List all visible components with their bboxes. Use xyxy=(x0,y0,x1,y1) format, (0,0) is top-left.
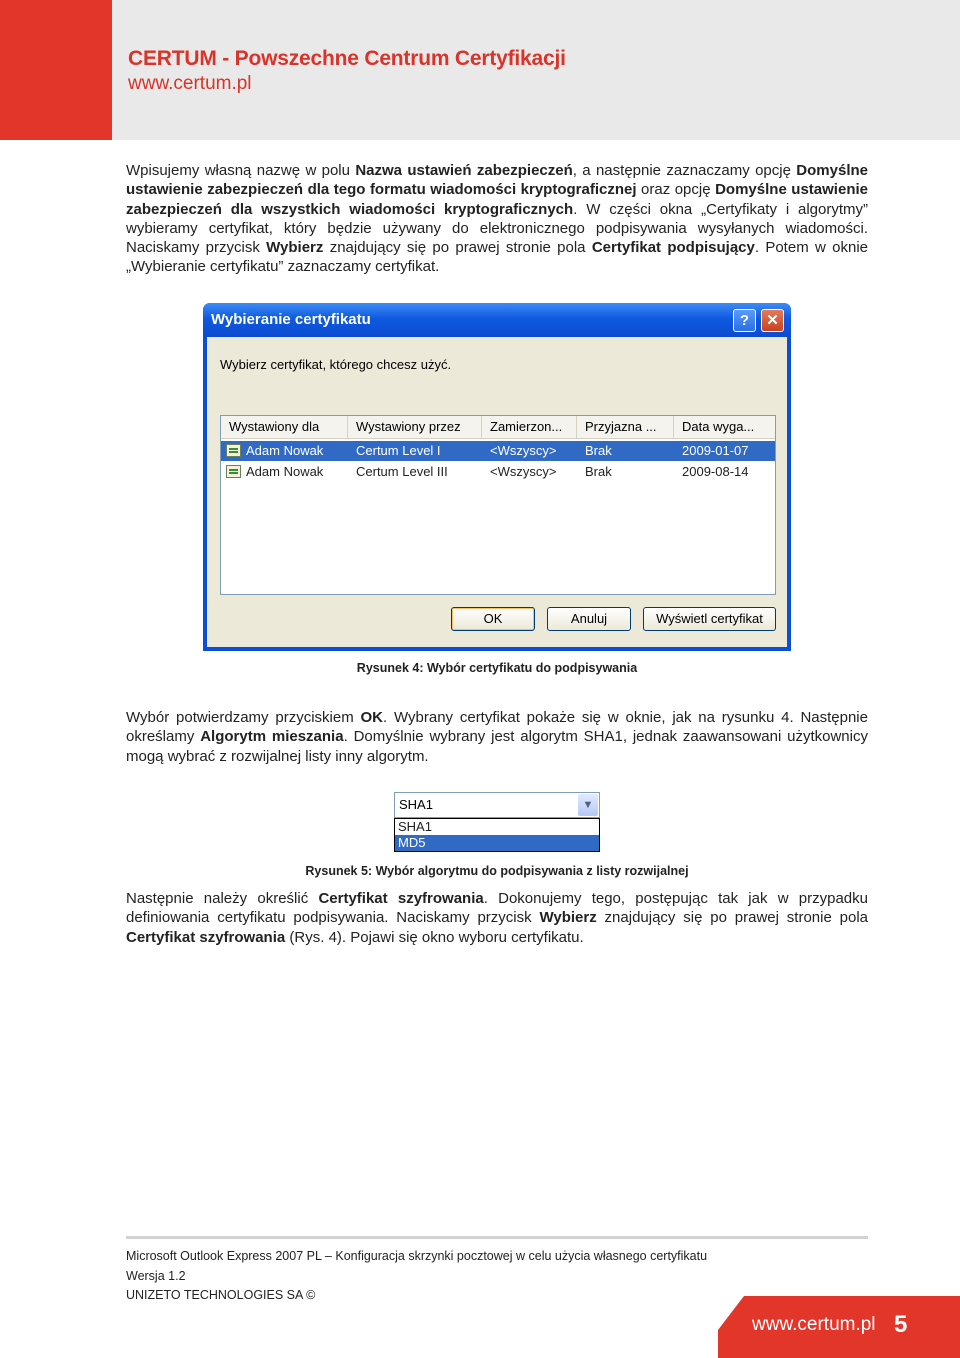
paragraph-3: Następnie należy określić Certyfikat szyfrowania. Dokonujemy tego, postępując tak jak w przypadku definiowania certyfikatu podpisywania. Naciskamy przycisk Wybierz znajdujący się po prawej stronie pola Certyfikat szyfrowania (Rys. 4). Pojawi się okno wyboru certyfikatu. xyxy=(126,890,868,946)
cell-expiration-date: 2009-08-14 xyxy=(682,464,749,479)
cell-intended-purpose: <Wszyscy> xyxy=(490,443,557,458)
close-button[interactable]: ✕ xyxy=(761,309,784,332)
cell-issued-by: Certum Level III xyxy=(356,464,448,479)
cell-intended-purpose: <Wszyscy> xyxy=(490,464,557,479)
header-title: CERTUM - Powszechne Centrum Certyfikacji xyxy=(128,47,566,70)
dropdown-field[interactable] xyxy=(394,792,600,818)
certificate-list[interactable] xyxy=(220,415,776,595)
column-issued-to[interactable]: Wystawiony dla xyxy=(221,416,348,438)
certificate-dialog xyxy=(203,303,791,651)
certificate-icon xyxy=(226,465,241,478)
header-url[interactable]: www.certum.pl xyxy=(128,73,252,94)
column-intended-purpose[interactable]: Zamierzon... xyxy=(482,416,577,438)
dropdown-list[interactable] xyxy=(394,818,600,852)
footer-version: Wersja 1.2 xyxy=(126,1269,186,1283)
chevron-down-icon[interactable]: ▼ xyxy=(578,794,598,816)
column-friendly-name[interactable]: Przyjazna ... xyxy=(577,416,674,438)
dialog-title: Wybieranie certyfikatu xyxy=(211,311,371,328)
cell-issued-to: Adam Nowak xyxy=(246,443,324,458)
hash-algorithm-dropdown[interactable] xyxy=(394,792,600,852)
cell-issued-to: Adam Nowak xyxy=(246,464,324,479)
footer-doc-title: Microsoft Outlook Express 2007 PL – Konfiguracja skrzynki pocztowej w celu użycia własnego certyfikatu xyxy=(126,1249,708,1263)
ok-button[interactable]: OK xyxy=(451,607,535,631)
figure-caption-5: Rysunek 5: Wybór algorytmu do podpisywania z listy rozwijalnej xyxy=(305,864,689,878)
footer-company: UNIZETO TECHNOLOGIES SA © xyxy=(126,1288,316,1302)
dialog-titlebar[interactable] xyxy=(203,303,791,337)
view-certificate-button[interactable]: Wyświetl certyfikat xyxy=(643,607,776,631)
help-button[interactable]: ? xyxy=(733,309,756,332)
dialog-client xyxy=(207,337,787,647)
cell-friendly-name: Brak xyxy=(585,464,612,479)
dropdown-option-sha1[interactable]: SHA1 xyxy=(398,819,432,834)
list-header xyxy=(221,416,775,439)
table-row[interactable] xyxy=(221,462,775,482)
page-number: 5 xyxy=(894,1311,908,1338)
paragraph-2: Wybór potwierdzamy przyciskiem OK. Wybrany certyfikat pokaże się w oknie, jak na rysunku 4. Następnie określamy Algorytm mieszania. Domyślnie wybrany jest algorytm SHA1, jednak zaawansowani użytkownicy mogą wybrać z rozwijalnej listy inny algorytm. xyxy=(126,709,868,765)
cell-friendly-name: Brak xyxy=(585,443,612,458)
figure-caption-4: Rysunek 4: Wybór certyfikatu do podpisywania xyxy=(356,661,638,675)
dropdown-value: SHA1 xyxy=(399,797,433,812)
cancel-button[interactable]: Anuluj xyxy=(547,607,631,631)
column-issued-by[interactable]: Wystawiony przez xyxy=(348,416,482,438)
dropdown-option-md5[interactable]: MD5 xyxy=(395,835,599,851)
dialog-prompt: Wybierz certyfikat, którego chcesz użyć. xyxy=(220,357,452,372)
footer-url[interactable]: www.certum.pl xyxy=(752,1314,876,1335)
header-red-strip xyxy=(0,0,112,140)
paragraph-1: Wpisujemy własną nazwę w polu Nazwa ustawień zabezpieczeń, a następnie zaznaczamy opcję Domyślne ustawienie zabezpieczeń dla tego formatu wiadomości kryptograficznej oraz opcję Domyślne ustawienie zabezpieczeń dla wszystkich wiadomości kryptograficznych. W części okna „Certyfikaty i algorytmy” wybieramy certyfikat, który będzie używany do elektronicznego podpisywania wysyłanych wiadomości. Naciskamy przycisk Wybierz znajdujący się po prawej stronie pola Certyfikat podpisujący. Potem w oknie „Wybieranie certyfikatu” zaznaczamy certyfikat. xyxy=(126,162,869,276)
cell-issued-by: Certum Level I xyxy=(356,443,441,458)
cell-expiration-date: 2009-01-07 xyxy=(682,443,749,458)
column-expiration-date[interactable]: Data wyga... xyxy=(682,419,755,434)
footer-divider xyxy=(126,1236,868,1239)
certificate-icon xyxy=(226,444,241,457)
table-row[interactable] xyxy=(221,441,775,461)
